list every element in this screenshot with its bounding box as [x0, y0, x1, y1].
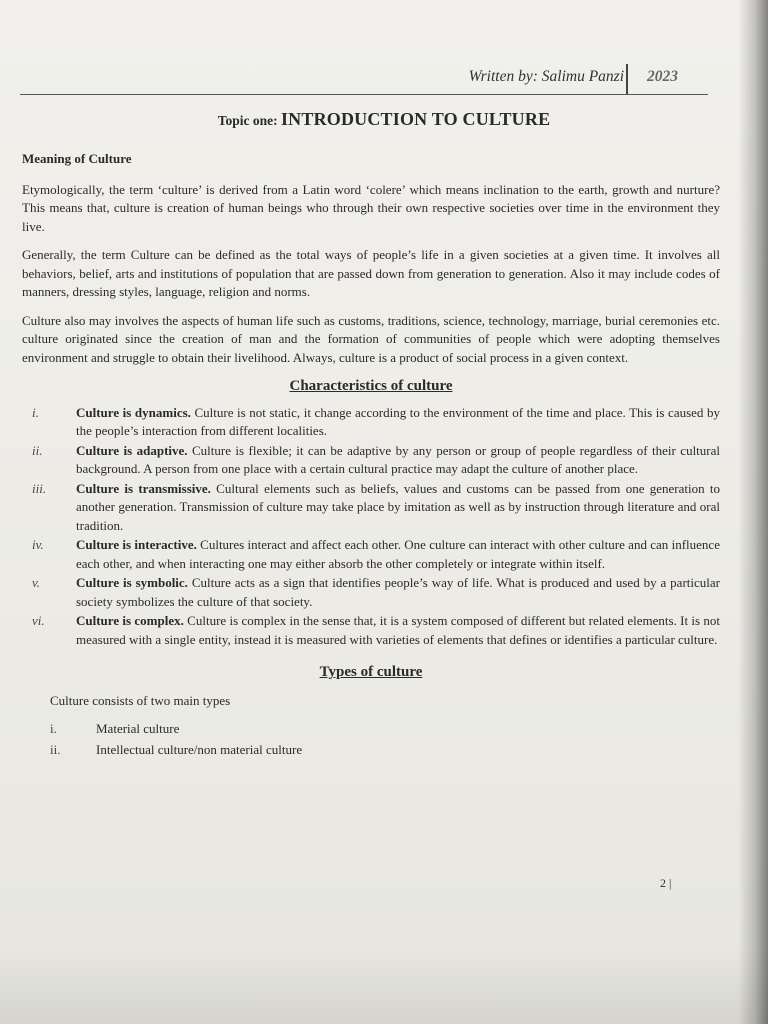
header-year: 2023	[647, 68, 678, 85]
list-item-text	[76, 480, 720, 536]
title-prefix: Topic one:	[217, 113, 278, 128]
types-list	[22, 720, 720, 759]
list-item-body: Cultural elements such as beliefs, values and customs can be passed from one generation to another generation. Transmission of culture may take place by imitation as well as by instruction through literature and oral tradition.	[76, 480, 720, 533]
list-item-bold: Culture is interactive.	[76, 537, 197, 552]
types-heading: Types of culture	[319, 664, 423, 680]
header-author: Written by: Salimu Panzi	[468, 68, 624, 85]
list-item-text: Material culture	[96, 721, 180, 736]
list-item-bold: Culture is transmissive.	[76, 480, 211, 496]
list-item-body: Culture is complex in the sense that, it is a system composed of different but related elements. It is not measured with a single entity, instead it is measured with varieties of elements that defines or identifies a particular culture.	[76, 613, 720, 647]
list-item	[22, 720, 720, 739]
list-item-bold: Culture is adaptive.	[76, 442, 188, 458]
list-item	[22, 480, 720, 536]
list-item-number: iv.	[32, 537, 44, 552]
list-item-text	[76, 574, 720, 611]
list-item	[22, 574, 720, 611]
list-item-text	[76, 536, 720, 573]
list-item-number: i.	[50, 721, 57, 736]
list-item-text	[76, 612, 720, 649]
list-item	[22, 404, 720, 441]
meaning-paragraph-3: Culture also may involves the aspects of human life such as customs, traditions, science, technology, marriage, burial ceremonies etc. culture originated since the creation of man and the formation of communities of people which were adopting themselves environment and struggle to obtain their livelihood. Always, culture is a product of social process in a given context.	[22, 312, 720, 365]
list-item-text	[76, 404, 720, 441]
list-item-bold: Culture is dynamics.	[76, 404, 191, 420]
header-separator	[626, 64, 628, 94]
types-intro: Culture consists of two main types	[50, 692, 231, 708]
list-item-text: Intellectual culture/non material culture	[96, 741, 303, 757]
list-item	[22, 442, 720, 479]
list-item-number: v.	[32, 575, 41, 590]
characteristics-heading: Characteristics of culture	[289, 378, 453, 394]
list-item-text	[76, 442, 720, 479]
list-item-body: Culture is flexible; it can be adaptive by any person or group of people regardless of their cultural background. A person from one place with a certain cultural practice may adapt the culture of another place.	[76, 442, 721, 476]
list-item-body: Culture acts as a sign that identifies people’s way of life. What is produced and used by a particular society symbolizes the culture of that society.	[76, 575, 720, 609]
meaning-paragraph-1: Etymologically, the term ‘culture’ is derived from a Latin word ‘colere’ which means inclination to the earth, growth and nurture? This means that, culture is creation of human beings who through their own respective societies over time in the environment they live.	[22, 181, 720, 234]
list-item-bold: Culture is symbolic.	[76, 575, 188, 590]
meaning-heading: Meaning of Culture	[22, 151, 132, 166]
list-item-body: Cultures interact and affect each other. One culture can interact with other culture and can influence each other, and when interacting one may either absorb the other completely or integrate within itself.	[76, 537, 720, 571]
page-edge-shadow	[738, 0, 768, 1024]
list-item	[22, 741, 720, 760]
list-item-body: Culture is not static, it change according to the environment of the time and place. This is caused by the people’s interaction from different localities.	[76, 404, 720, 438]
characteristics-list	[22, 404, 720, 650]
list-item-number: iii.	[32, 480, 47, 496]
page-title	[0, 109, 768, 130]
document-body	[22, 150, 720, 761]
list-item-bold: Culture is complex.	[76, 613, 184, 628]
meaning-paragraph-2: Generally, the term Culture can be defined as the total ways of people’s life in a given societies at a given time. It involves all behaviors, belief, arts and institutions of population that are passed down from generation to generation. Also it may include codes of manners, dressing styles, language, religion and norms.	[22, 247, 720, 299]
list-item-number: ii.	[32, 442, 43, 458]
list-item-number: i.	[32, 404, 39, 420]
page-bottom-shadow	[0, 944, 768, 1024]
list-item-number: ii.	[50, 741, 61, 757]
list-item-number: vi.	[32, 613, 45, 628]
list-item	[22, 536, 720, 573]
title-main: INTRODUCTION TO CULTURE	[280, 109, 551, 129]
page-header	[20, 64, 708, 95]
page-number: 2 |	[660, 876, 672, 890]
list-item	[22, 612, 720, 649]
